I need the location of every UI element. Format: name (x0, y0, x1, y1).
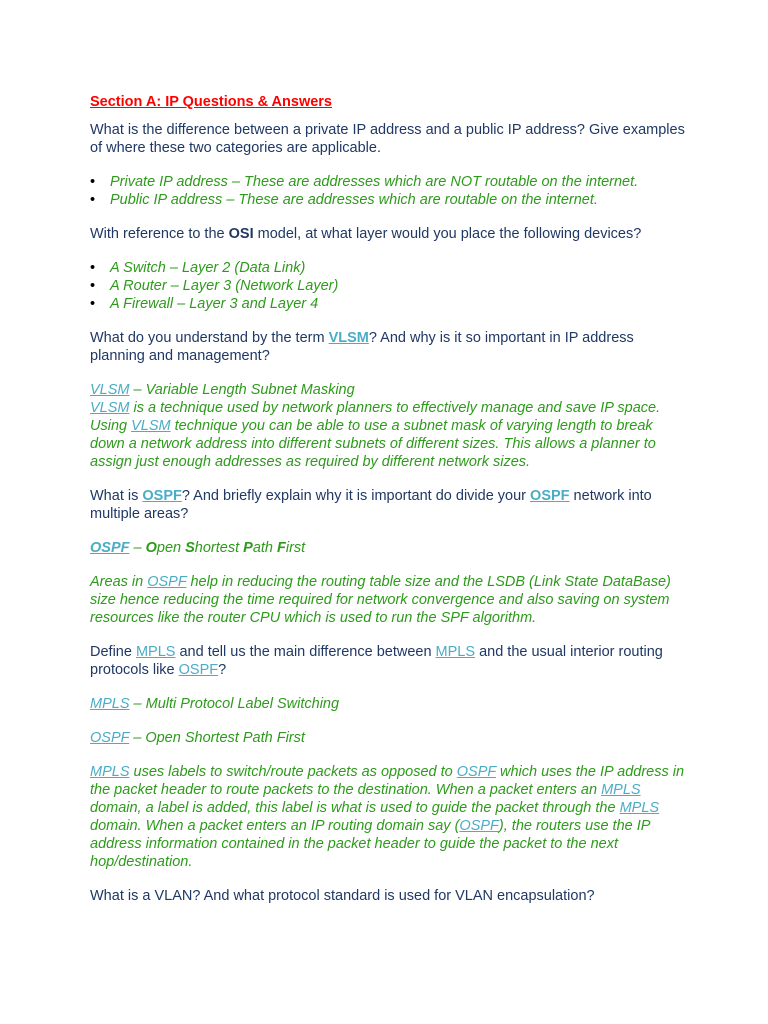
answer-text: – Variable Length Subnet Masking (129, 382, 355, 398)
question-vlan: What is a VLAN? And what protocol standard is used for VLAN encapsulation? (90, 888, 595, 904)
question-text: and tell us the main difference between (175, 644, 436, 660)
vlsm-link[interactable]: VLSM (131, 418, 171, 434)
question-text: ? (218, 662, 227, 678)
answer-text: ), the routers use the IP address information contained in the packet header to guide the packet to the next hop/destination. (90, 818, 650, 870)
acronym-letter: S (185, 540, 195, 556)
mpls-link[interactable]: MPLS (135, 644, 176, 660)
answer-text: Areas in (90, 574, 148, 590)
question-text: ? And briefly explain why it is important do divide your (181, 488, 531, 504)
answer-ospf-definition (90, 539, 690, 557)
list-item: • A Firewall – Layer 3 and Layer 4 (110, 295, 690, 313)
answer-text: technique you can be able to use a subnet mask of varying length to break down a network address into different subnets of different sizes. This allows a planner to assign just enough addresses as required by different network sizes. (90, 418, 656, 470)
document-content (90, 93, 690, 921)
vlsm-link[interactable]: VLSM (90, 400, 130, 416)
question-text: What do you understand by the term (90, 330, 329, 346)
acronym-letter: O (145, 540, 157, 556)
question-ospf (90, 487, 690, 523)
vlsm-link[interactable]: VLSM (90, 382, 130, 398)
answer-text: uses labels to switch/route packets as opposed to (129, 764, 457, 780)
ospf-link[interactable]: OSPF (530, 488, 570, 504)
answer-text: hortest (194, 540, 244, 556)
answer-mpls-definition (90, 695, 690, 713)
question-text: and the usual interior routing protocols like (90, 644, 663, 678)
question-vlsm (90, 329, 690, 365)
ospf-link[interactable]: OSPF (142, 488, 182, 504)
question-text: What is (90, 488, 143, 504)
answer-list-devices (90, 259, 690, 313)
ospf-link[interactable]: OSPF (456, 764, 496, 780)
mpls-link[interactable]: MPLS (601, 782, 641, 798)
answer-vlsm-definition (90, 381, 690, 399)
ospf-link[interactable]: OSPF (90, 540, 130, 556)
keyword-osi: OSI (228, 226, 254, 242)
answer-text: – Multi Protocol Label Switching (129, 696, 340, 712)
answer-vlsm-explanation (90, 399, 690, 471)
mpls-link[interactable]: MPLS (90, 764, 130, 780)
mpls-link[interactable]: MPLS (435, 644, 476, 660)
ospf-link[interactable]: OSPF (147, 574, 187, 590)
section-title: Section A: IP Questions & Answers (90, 94, 332, 110)
answer-text: domain. When a packet enters an IP routing domain say ( (90, 818, 460, 834)
answer-ospf-definition-2 (90, 729, 690, 747)
list-item: • Public IP address – These are addresses which are routable on the internet. (110, 191, 690, 209)
answer-text: which uses the IP address in the packet header to route packets to the destination. When a packet enters an (90, 764, 685, 798)
acronym-letter: F (277, 540, 286, 556)
question-text: ? And why is it so important in IP address planning and management? (90, 330, 634, 364)
list-item: • Private IP address – These are addresses which are NOT routable on the internet. (110, 173, 690, 191)
question-private-public-ip: What is the difference between a private IP address and a public IP address? Give examples of where these two categories are applicable. (90, 122, 685, 156)
answer-mpls-explanation (90, 763, 690, 871)
question-mpls (90, 643, 690, 679)
ospf-link[interactable]: OSPF (90, 730, 130, 746)
mpls-link[interactable]: MPLS (90, 696, 130, 712)
question-text: Define (90, 644, 136, 660)
question-text: network into multiple areas? (90, 488, 652, 522)
answer-text: – Open Shortest Path First (129, 730, 305, 746)
answer-text: ath (252, 540, 278, 556)
vlsm-link[interactable]: VLSM (328, 330, 369, 346)
ospf-link[interactable]: OSPF (459, 818, 499, 834)
answer-text: domain, a label is added, this label is what is used to guide the packet through the (90, 800, 620, 816)
list-item: • A Router – Layer 3 (Network Layer) (110, 277, 690, 295)
answer-text: pen (156, 540, 186, 556)
acronym-letter: P (243, 540, 253, 556)
question-osi-layers (90, 225, 690, 243)
answer-text: – (129, 540, 146, 556)
question-text: With reference to the (90, 226, 229, 242)
answer-text: is a technique used by network planners to effectively manage and save IP space. Using (90, 400, 661, 434)
answer-text: irst (285, 540, 306, 556)
answer-list-ip-types (90, 173, 690, 209)
answer-ospf-areas (90, 573, 690, 627)
answer-text: help in reducing the routing table size and the LSDB (Link State DataBase) size hence reducing the time required for network convergence and also saving on system resources like the router CPU which is used to run the SPF algorithm. (90, 574, 671, 626)
mpls-link[interactable]: MPLS (619, 800, 660, 816)
list-item: • A Switch – Layer 2 (Data Link) (110, 259, 690, 277)
question-text: model, at what layer would you place the following devices? (253, 226, 642, 242)
ospf-link[interactable]: OSPF (178, 662, 219, 678)
